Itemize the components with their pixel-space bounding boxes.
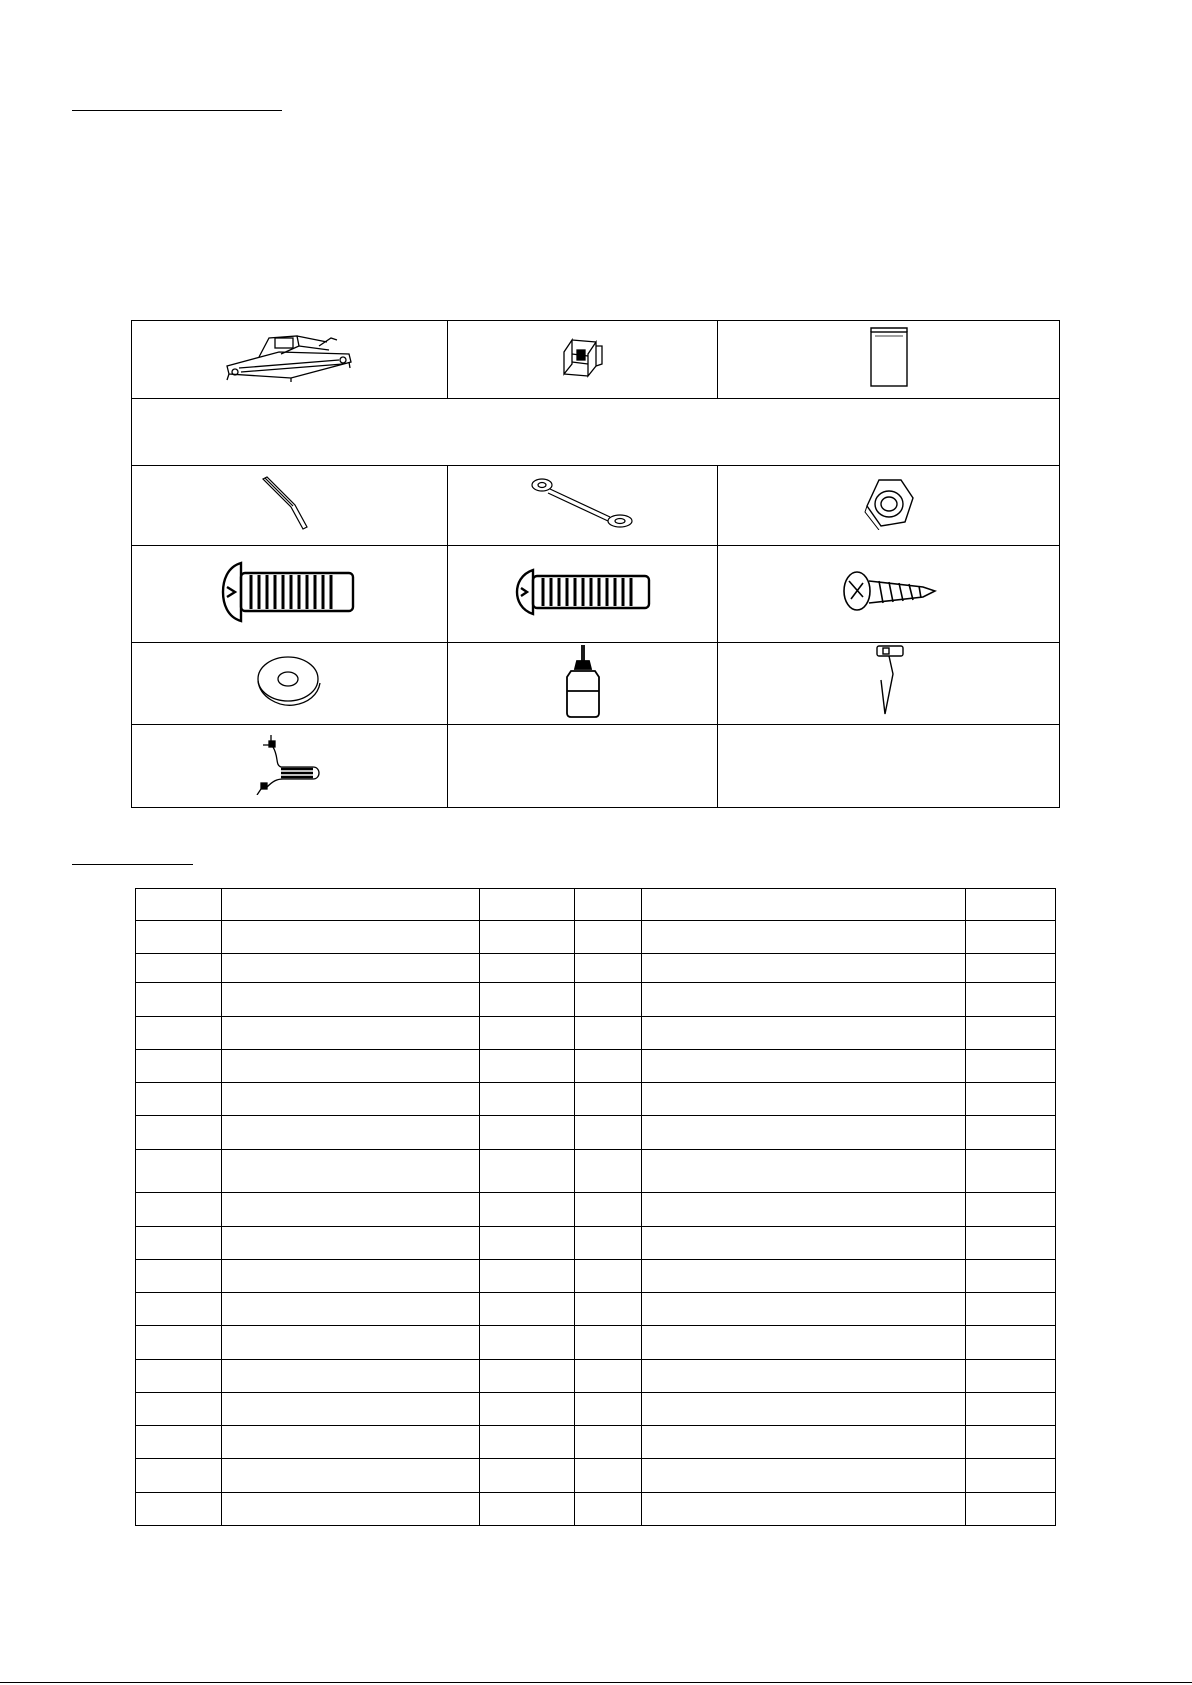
parts-list-cell [574,1493,642,1526]
parts-list-cell [136,1227,222,1260]
parts-list-cell [221,983,479,1017]
parts-list-cell [221,1459,479,1493]
parts-cell [132,643,448,725]
nut-icon [861,476,917,530]
parts-list-cell [136,1293,222,1326]
parts-list-row [136,1083,1056,1116]
parts-list-cell [136,1193,222,1227]
page-bottom-rule [0,1682,1192,1683]
parts-list-cell [479,1393,574,1426]
parts-list-cell [574,889,642,921]
parts-list-cell [966,1326,1056,1360]
parts-list-cell [966,1426,1056,1459]
parts-list-cell [642,1493,966,1526]
parts-list-cell [221,1150,479,1193]
parts-list-cell [642,983,966,1017]
parts-list-row [136,1393,1056,1426]
parts-list-row [136,1293,1056,1326]
parts-list-cell [966,1116,1056,1150]
parts-list-row [136,983,1056,1017]
parts-list-cell [642,1326,966,1360]
short-bolt-icon [513,566,653,618]
parts-list-cell [966,1393,1056,1426]
parts-list-cell [642,1227,966,1260]
parts-list-cell [221,921,479,954]
section-heading-underline-2 [72,864,193,865]
parts-list-cell [479,1050,574,1083]
parts-cell [447,546,718,643]
parts-list-cell [136,1050,222,1083]
parts-list-cell [221,889,479,921]
parts-list-cell [642,1293,966,1326]
parts-list-cell [221,1193,479,1227]
parts-list-cell [221,1293,479,1326]
parts-list-cell [574,1360,642,1393]
allen-key-icon [259,475,319,531]
parts-list-cell [136,1393,222,1426]
wrench-icon [528,475,638,531]
parts-list-cell [136,1150,222,1193]
parts-list-cell [574,921,642,954]
parts-row [132,321,1060,399]
self-tapping-screw-icon [841,567,937,617]
parts-list-row [136,1360,1056,1393]
bracket-icon [558,334,608,380]
parts-list-cell [136,1326,222,1360]
parts-list-cell [966,921,1056,954]
parts-list-cell [966,1459,1056,1493]
parts-list-cell [479,1293,574,1326]
parts-row [132,546,1060,643]
parts-list-cell [642,1260,966,1293]
parts-list-cell [479,1083,574,1116]
parts-list-cell [642,1193,966,1227]
parts-list-row [136,1116,1056,1150]
parts-list-row [136,1493,1056,1526]
parts-list-row [136,921,1056,954]
parts-cell [718,321,1060,399]
parts-list-cell [221,1083,479,1116]
parts-list-header-row [136,889,1056,921]
parts-cell [447,466,718,546]
parts-list-cell [966,983,1056,1017]
oil-bottle-icon [561,643,605,719]
parts-list-cell [479,1459,574,1493]
parts-list-cell [479,1150,574,1193]
parts-list-cell [574,1017,642,1050]
parts-list-row [136,1326,1056,1360]
parts-list-cell [136,1116,222,1150]
parts-row [132,399,1060,466]
parts-list-cell [642,889,966,921]
parts-list-cell [221,1393,479,1426]
parts-list-cell [479,1017,574,1050]
parts-cell [447,643,718,725]
parts-list-table [135,888,1056,1526]
parts-list-row [136,1193,1056,1227]
parts-list-cell [221,954,479,983]
parts-list-row [136,1150,1056,1193]
parts-list-cell [479,1227,574,1260]
parts-list-cell [642,1050,966,1083]
parts-list-cell [479,1193,574,1227]
parts-cell [718,466,1060,546]
parts-list-cell [966,1017,1056,1050]
parts-list-cell [574,1293,642,1326]
parts-list-cell [136,954,222,983]
parts-list-cell [136,1360,222,1393]
audio-cable-icon [249,733,329,795]
parts-list-cell [642,1017,966,1050]
parts-list-cell [221,1227,479,1260]
parts-list-cell [136,1083,222,1116]
parts-list-cell [221,1017,479,1050]
parts-list-cell [574,954,642,983]
parts-list-row [136,1459,1056,1493]
parts-cell [718,643,1060,725]
parts-list-row [136,1426,1056,1459]
parts-list-cell [479,1326,574,1360]
parts-list-cell [221,1050,479,1083]
parts-cell [132,321,448,399]
parts-list-row [136,1260,1056,1293]
parts-list-cell [966,954,1056,983]
parts-row [132,466,1060,546]
parts-list-row [136,1050,1056,1083]
parts-list-cell [479,1493,574,1526]
parts-cell [132,546,448,643]
parts-list-cell [574,1150,642,1193]
parts-list-cell [642,1150,966,1193]
parts-list-cell [966,1360,1056,1393]
parts-list-cell [574,1426,642,1459]
parts-cell [132,725,448,808]
treadmill-icon [219,332,359,382]
parts-list-cell [136,1459,222,1493]
parts-list-cell [966,1260,1056,1293]
parts-list-cell [966,1083,1056,1116]
parts-cell [718,546,1060,643]
parts-list-cell [574,1083,642,1116]
parts-cell-blank [132,399,1060,466]
parts-list-cell [574,1393,642,1426]
section-heading-underline-1 [72,110,282,111]
parts-list-cell [136,1426,222,1459]
parts-list-cell [966,1050,1056,1083]
parts-list-cell [642,1360,966,1393]
parts-list-cell [136,1493,222,1526]
parts-list-cell [642,1426,966,1459]
long-bolt-icon [219,557,359,627]
parts-list-cell [136,1017,222,1050]
parts-list-cell [479,1260,574,1293]
parts-list-cell [479,921,574,954]
parts-list-cell [966,1227,1056,1260]
parts-list-cell [221,1326,479,1360]
parts-list-cell [136,889,222,921]
parts-list-cell [479,1426,574,1459]
parts-list-cell [574,1193,642,1227]
parts-list-cell [966,1493,1056,1526]
parts-list-cell [574,1459,642,1493]
parts-list-cell [221,1116,479,1150]
parts-list-cell [574,1050,642,1083]
parts-list-cell [966,889,1056,921]
parts-list-cell [574,1116,642,1150]
parts-list-cell [479,889,574,921]
parts-list-cell [642,921,966,954]
parts-list-cell [221,1360,479,1393]
parts-list-cell [642,1116,966,1150]
parts-list-cell [479,954,574,983]
parts-cell [447,725,718,808]
parts-list-cell [966,1293,1056,1326]
parts-list-cell [479,1360,574,1393]
parts-list-cell [479,1116,574,1150]
bag-icon [867,326,911,388]
parts-list-cell [221,1426,479,1459]
parts-list-cell [642,1083,966,1116]
parts-list-cell [479,983,574,1017]
parts-row [132,643,1060,725]
parts-list-cell [966,1150,1056,1193]
parts-list-row [136,1227,1056,1260]
parts-list-cell [574,1227,642,1260]
parts-list-cell [136,921,222,954]
parts-list-cell [966,1193,1056,1227]
parts-list-cell [574,1260,642,1293]
parts-list-cell [221,1260,479,1293]
parts-list-cell [574,1326,642,1360]
parts-list-cell [136,983,222,1017]
parts-cell [718,725,1060,808]
washer-icon [254,653,324,709]
safety-key-icon [869,644,909,718]
parts-list-cell [574,983,642,1017]
hardware-parts-table [131,320,1060,808]
parts-list-row [136,954,1056,983]
parts-list-cell [642,954,966,983]
parts-row [132,725,1060,808]
parts-list-cell [642,1459,966,1493]
parts-list-cell [136,1260,222,1293]
parts-list-cell [642,1393,966,1426]
parts-list-cell [221,1493,479,1526]
parts-cell [447,321,718,399]
parts-list-row [136,1017,1056,1050]
parts-cell [132,466,448,546]
